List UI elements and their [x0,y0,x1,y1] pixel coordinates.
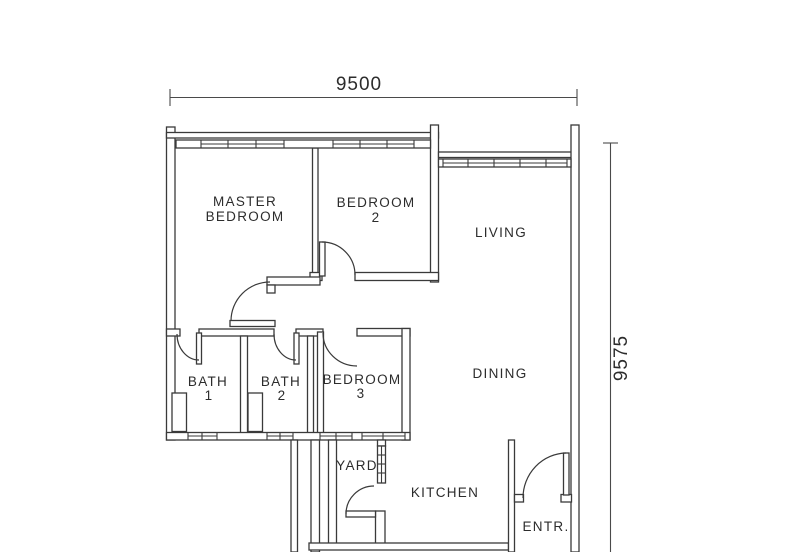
wall-bath1-bath2-divider [241,336,248,436]
door-entrance [523,453,569,498]
wall-hall-top-seg2 [199,329,274,336]
door-bath-1 [177,333,202,364]
wall-bath2-shaft [308,336,314,436]
door-arc-bath2 [274,334,296,360]
window-yard-louver [378,446,386,483]
wall-yard-right-top [378,440,386,446]
wall-entrance-jamb-left [515,495,524,503]
right-dimension-label: 9575 [611,334,632,382]
wall-exterior-right [571,125,579,552]
label-living: LIVING [474,225,528,240]
door-leaf-master [230,321,275,327]
label-master-bedroom-line1: MASTER [212,194,278,209]
wall-yard-inner [329,440,337,548]
wall-shaft-left [291,440,298,552]
door-arc-master [231,282,270,321]
label-master-bedroom-line2: BEDROOM [205,209,285,224]
door-leaf-bath2 [294,333,299,364]
door-leaf-bedroom2 [320,242,326,276]
label-bath2-line1: BATH [260,374,302,389]
label-entrance: ENTR. [522,519,570,534]
wall-bedroom2-bottom-right [355,273,439,281]
wall-yard-door-step [376,511,386,544]
wall-kitchen-entrance [509,440,515,552]
door-arc-entrance [523,453,566,498]
wall-top-living [439,152,579,158]
label-bedroom2-line2: 2 [371,210,381,225]
wall-bedroom2-living [431,125,439,282]
label-bedroom2-line1: BEDROOM [336,195,416,210]
wall-master-bedroom2-divider [313,148,319,275]
door-arc-bedroom3 [323,333,357,366]
wall-kitchen-bottom [309,543,509,550]
label-bath1-line1: BATH [187,374,229,389]
label-dining: DINING [472,366,528,381]
top-dimension [170,74,577,106]
door-leaf-yard [346,511,376,517]
label-yard: YARD [336,458,378,473]
window-band-bedrooms [176,140,431,148]
window-band-living [439,159,572,167]
wall-hall-top-seg1 [167,329,181,336]
wall-master-bottom-step [267,277,320,285]
label-bedroom3-line1: BEDROOM [322,372,402,387]
wall-yard-left [311,440,320,552]
wall-bedroom3-right [402,329,410,441]
label-bath1-line2: 1 [204,388,214,403]
door-leaf-entrance [564,453,570,495]
door-bedroom-2 [320,242,356,276]
door-yard [346,486,376,517]
wall-top-bedrooms [167,133,439,139]
right-dimension [603,143,632,552]
door-arc-yard [346,486,374,514]
door-arc-bedroom2 [322,242,355,275]
fixture-bath1 [172,393,187,432]
label-bedroom3-line2: 3 [356,386,366,401]
door-arc-bath1 [177,334,199,360]
door-bedroom-3 [323,333,357,366]
label-bath2-line2: 2 [277,388,287,403]
walls [167,125,580,552]
top-dimension-label: 9500 [335,74,383,95]
wall-master-door-jamb [267,285,275,293]
label-kitchen: KITCHEN [410,485,480,500]
door-bath-2 [274,333,299,364]
fixture-bath2 [248,393,263,432]
